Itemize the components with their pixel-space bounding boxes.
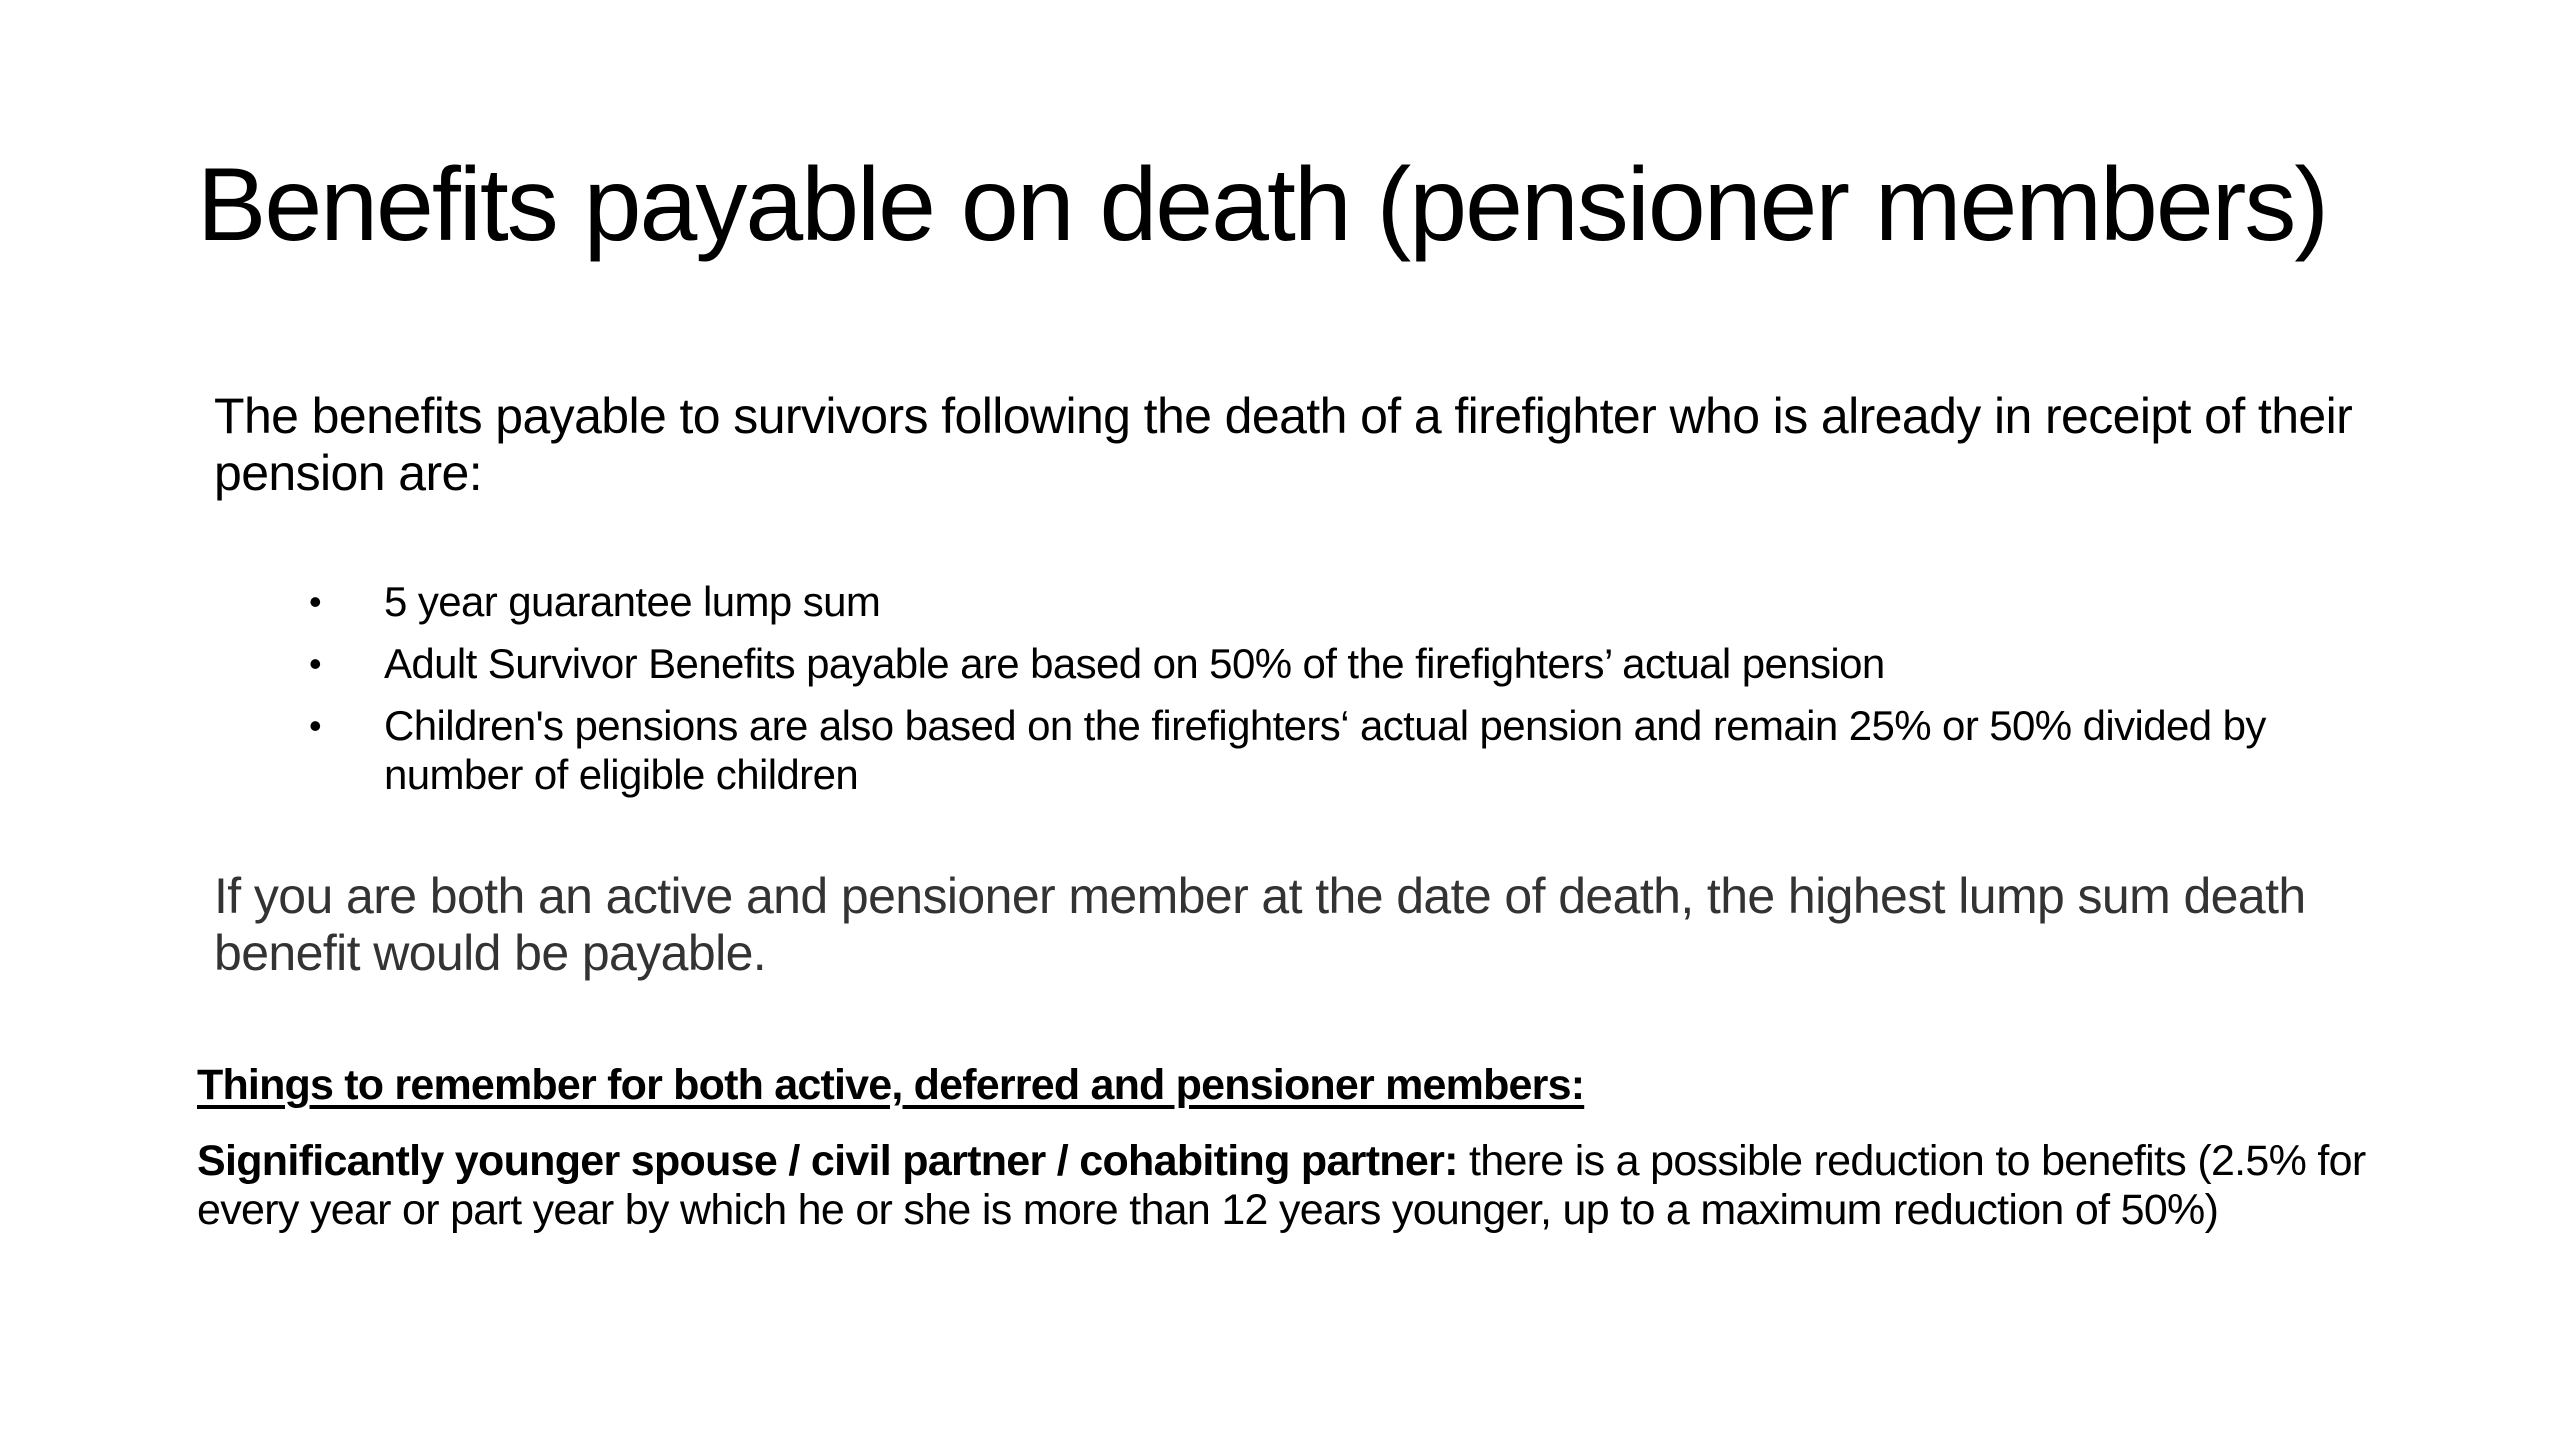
list-item [214,639,2364,688]
intro-paragraph: The benefits payable to survivors following the death of a firefighter who is already in receipt of their pension are: [214,388,2353,501]
bullet-marker: • [309,581,322,622]
note-paragraph: If you are both an active and pensioner member at the date of death, the highest lump sum death benefit would be payable. [214,868,2306,981]
remember-text: there is a possible reduction to benefits (2.5% for every year or part year by which he or she is more than 12 years younger, up to a maximum reduction of 50%) [197,1137,2366,1234]
remember-bold-lead: Significantly younger spouse / civil partner / cohabiting partner: [197,1137,1458,1185]
benefits-list [214,577,2364,812]
bullet-marker: • [309,643,322,684]
list-item-text: Children's pensions are also based on the firefighters‘ actual pension and remain 25% or 50% divided by number of eligible children [384,702,2266,798]
bullet-marker: • [309,705,322,746]
list-item-text: Adult Survivor Benefits payable are based on 50% of the firefighters’ actual pension [384,640,1885,687]
list-item [214,701,2364,799]
slide-title: Benefits payable on death (pensioner members) [197,147,2327,263]
list-item-text: 5 year guarantee lump sum [384,578,881,625]
remember-heading: Things to remember for both active, deferred and pensioner members: [197,1061,1585,1109]
remember-paragraph [197,1137,2377,1235]
list-item [214,577,2364,626]
